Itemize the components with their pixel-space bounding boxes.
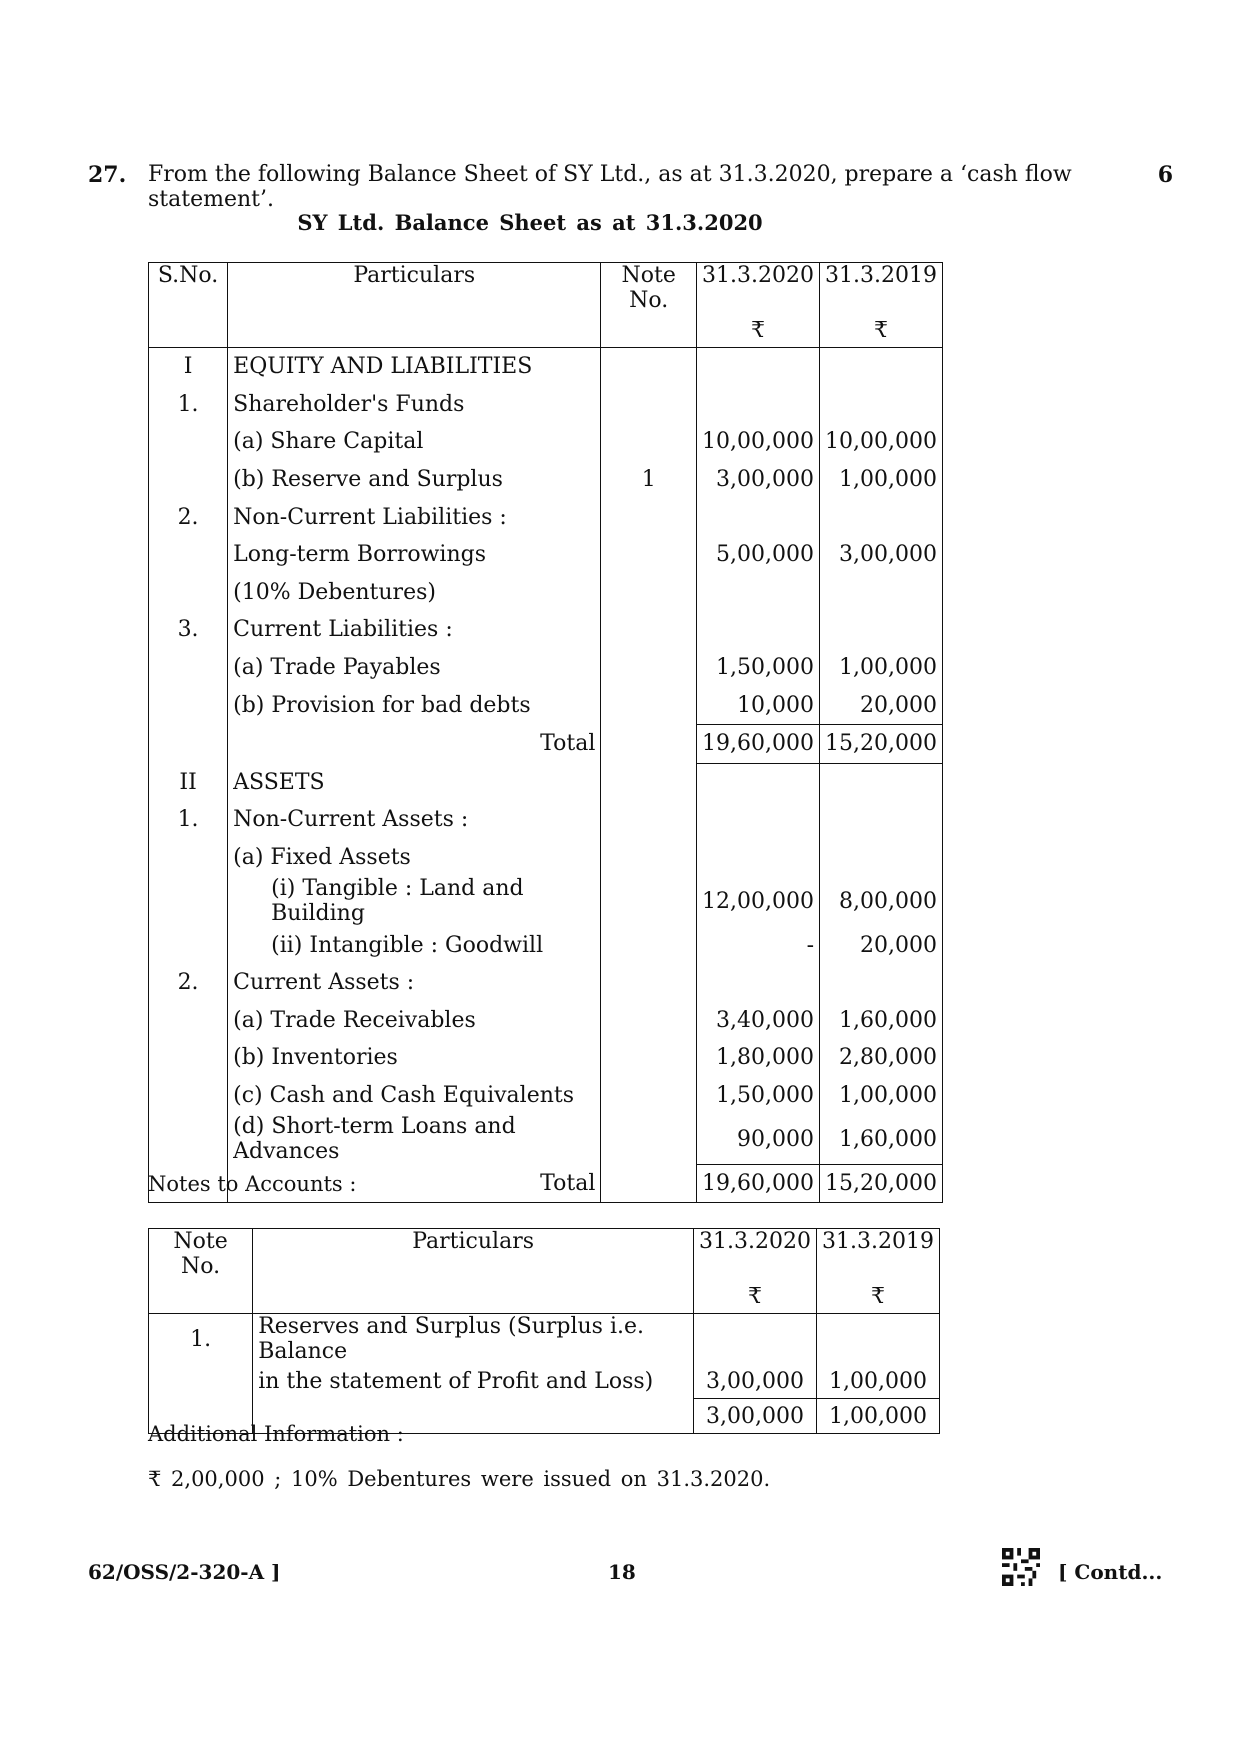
header-sno: S.No. <box>149 263 228 314</box>
sno-cell <box>149 1002 228 1040</box>
balance-sheet-row <box>149 763 943 801</box>
value-2019-cell <box>820 574 943 612</box>
value-2019-cell <box>820 964 943 1002</box>
particulars-cell: Total <box>228 1164 601 1203</box>
sno-cell <box>149 461 228 499</box>
value-2020-cell <box>697 611 820 649</box>
sno-cell <box>149 839 228 877</box>
sno-cell <box>149 1114 228 1164</box>
note-cell <box>601 649 697 687</box>
balance-sheet-row <box>149 348 943 386</box>
note-cell <box>601 1114 697 1164</box>
sno-cell <box>149 1077 228 1115</box>
particulars-cell: (a) Fixed Assets <box>228 839 601 877</box>
note-cell <box>601 801 697 839</box>
note-cell: 1 <box>601 461 697 499</box>
balance-sheet-row <box>149 611 943 649</box>
note-cell <box>601 536 697 574</box>
value-2019-cell: 10,00,000 <box>820 423 943 461</box>
balance-sheet-row <box>149 964 943 1002</box>
sno-cell <box>149 536 228 574</box>
particulars-cell: Total <box>228 724 601 763</box>
balance-sheet-row <box>149 1077 943 1115</box>
currency-symbol: ₹ <box>820 313 943 348</box>
value-2019-cell: 1,60,000 <box>820 1114 943 1164</box>
particulars-cell: Long-term Borrowings <box>228 536 601 574</box>
value-2020-cell: 10,000 <box>697 686 820 724</box>
notes-header-2019: 31.3.2019 <box>817 1229 940 1280</box>
value-2019-cell: 20,000 <box>820 686 943 724</box>
balance-sheet-row <box>149 686 943 724</box>
value-2020-cell <box>697 839 820 877</box>
sno-cell <box>149 1039 228 1077</box>
sno-cell <box>149 926 228 964</box>
question-text: From the following Balance Sheet of SY Ltd., as at 31.3.2020, prepare a ‘cash flow statement’. <box>148 162 1072 212</box>
value-2019-cell: 1,00,000 <box>820 1077 943 1115</box>
value-2020-cell: 5,00,000 <box>697 536 820 574</box>
balance-sheet-row <box>149 839 943 877</box>
notes-total-2019: 1,00,000 <box>817 1399 940 1434</box>
particulars-cell: (b) Inventories <box>228 1039 601 1077</box>
sno-cell <box>149 649 228 687</box>
value-2020-cell: 19,60,000 <box>697 1164 820 1203</box>
header-particulars: Particulars <box>228 263 601 314</box>
value-2019-cell: 8,00,000 <box>820 876 943 926</box>
value-2019-cell <box>820 611 943 649</box>
value-2019-cell: 1,00,000 <box>820 461 943 499</box>
sno-cell <box>149 574 228 612</box>
sno-cell: II <box>149 763 228 801</box>
value-2019-cell <box>820 348 943 386</box>
value-2020-cell: 3,40,000 <box>697 1002 820 1040</box>
balance-sheet-row <box>149 1039 943 1077</box>
balance-sheet-row <box>149 423 943 461</box>
note-cell <box>601 763 697 801</box>
sno-cell: 2. <box>149 964 228 1002</box>
sno-cell <box>149 724 228 763</box>
value-2020-cell: 1,50,000 <box>697 649 820 687</box>
value-2019-cell: 1,00,000 <box>820 649 943 687</box>
particulars-cell: (10% Debentures) <box>228 574 601 612</box>
notes-value-2019: 1,00,000 <box>817 1364 940 1399</box>
particulars-cell: EQUITY AND LIABILITIES <box>228 348 601 386</box>
notes-table <box>148 1228 940 1434</box>
particulars-cell: (a) Trade Receivables <box>228 1002 601 1040</box>
particulars-cell: (b) Reserve and Surplus <box>228 461 601 499</box>
balance-sheet-table <box>148 262 943 1203</box>
value-2020-cell <box>697 498 820 536</box>
value-2019-cell <box>820 801 943 839</box>
note-cell <box>601 926 697 964</box>
value-2019-cell: 15,20,000 <box>820 724 943 763</box>
particulars-cell: (c) Cash and Cash Equivalents <box>228 1077 601 1115</box>
currency-symbol: ₹ <box>697 313 820 348</box>
note-cell <box>601 839 697 877</box>
note-cell <box>601 348 697 386</box>
value-2019-cell <box>820 763 943 801</box>
value-2019-cell: 1,60,000 <box>820 1002 943 1040</box>
question-marks: 6 <box>1157 162 1173 188</box>
note-cell <box>601 574 697 612</box>
paper-code: 62/OSS/2-320-A ] <box>88 1560 281 1584</box>
notes-row-line2: in the statement of Profit and Loss) <box>253 1364 694 1399</box>
notes-header-note: Note No. <box>149 1229 253 1280</box>
value-2019-cell <box>820 386 943 424</box>
particulars-cell: Shareholder's Funds <box>228 386 601 424</box>
particulars-cell: (d) Short-term Loans and Advances <box>228 1114 601 1164</box>
particulars-cell: (a) Trade Payables <box>228 649 601 687</box>
value-2020-cell: 1,80,000 <box>697 1039 820 1077</box>
value-2019-cell: 15,20,000 <box>820 1164 943 1203</box>
sno-cell: 3. <box>149 611 228 649</box>
balance-sheet-row <box>149 498 943 536</box>
note-cell <box>601 964 697 1002</box>
value-2020-cell <box>697 964 820 1002</box>
balance-sheet-row <box>149 649 943 687</box>
qr-code-icon <box>1002 1548 1040 1586</box>
sno-cell <box>149 423 228 461</box>
note-cell <box>601 1002 697 1040</box>
note-cell <box>601 1039 697 1077</box>
sno-cell: 1. <box>149 386 228 424</box>
balance-sheet-row <box>149 1002 943 1040</box>
value-2020-cell <box>697 801 820 839</box>
value-2020-cell: 3,00,000 <box>697 461 820 499</box>
value-2020-cell <box>697 348 820 386</box>
note-cell <box>601 498 697 536</box>
value-2019-cell <box>820 839 943 877</box>
balance-sheet-row <box>149 386 943 424</box>
sno-cell <box>149 686 228 724</box>
notes-header-2020: 31.3.2020 <box>694 1229 817 1280</box>
sno-cell: 2. <box>149 498 228 536</box>
sno-cell: I <box>149 348 228 386</box>
particulars-cell: (ii) Intangible : Goodwill <box>228 926 601 964</box>
balance-sheet-row <box>149 926 943 964</box>
value-2020-cell <box>697 574 820 612</box>
balance-sheet-row <box>149 876 943 926</box>
value-2020-cell <box>697 763 820 801</box>
note-cell <box>601 386 697 424</box>
particulars-cell: ASSETS <box>228 763 601 801</box>
value-2020-cell: - <box>697 926 820 964</box>
sno-cell: 1. <box>149 801 228 839</box>
balance-sheet-row <box>149 801 943 839</box>
header-note: Note No. <box>601 263 697 314</box>
note-cell <box>601 1077 697 1115</box>
page-number: 18 <box>608 1560 636 1584</box>
balance-sheet-row <box>149 574 943 612</box>
value-2019-cell: 20,000 <box>820 926 943 964</box>
value-2020-cell: 12,00,000 <box>697 876 820 926</box>
header-2020: 31.3.2020 <box>697 263 820 314</box>
particulars-cell: (i) Tangible : Land and Building <box>228 876 601 926</box>
question-number: 27. <box>88 162 127 188</box>
value-2020-cell: 90,000 <box>697 1114 820 1164</box>
particulars-cell: (b) Provision for bad debts <box>228 686 601 724</box>
value-2019-cell <box>820 498 943 536</box>
notes-header-particulars: Particulars <box>253 1229 694 1280</box>
additional-info-heading: Additional Information : <box>148 1422 404 1446</box>
note-cell <box>601 876 697 926</box>
notes-row-note: 1. <box>149 1314 253 1365</box>
currency-symbol: ₹ <box>817 1279 940 1314</box>
note-cell <box>601 724 697 763</box>
header-2019: 31.3.2019 <box>820 263 943 314</box>
particulars-cell: Non-Current Liabilities : <box>228 498 601 536</box>
balance-sheet-title: SY Ltd. Balance Sheet as at 31.3.2020 <box>297 210 763 235</box>
notes-total-2020: 3,00,000 <box>694 1399 817 1434</box>
notes-row-line1: Reserves and Surplus (Surplus i.e. Balance <box>253 1314 694 1365</box>
notes-value-2020: 3,00,000 <box>694 1364 817 1399</box>
value-2020-cell: 10,00,000 <box>697 423 820 461</box>
value-2020-cell: 1,50,000 <box>697 1077 820 1115</box>
note-cell <box>601 611 697 649</box>
particulars-cell: Current Liabilities : <box>228 611 601 649</box>
balance-sheet-row <box>149 461 943 499</box>
note-cell <box>601 1164 697 1203</box>
particulars-cell: (a) Share Capital <box>228 423 601 461</box>
continued-label: [ Contd... <box>1058 1560 1163 1584</box>
balance-sheet-row <box>149 1114 943 1164</box>
currency-symbol: ₹ <box>694 1279 817 1314</box>
notes-heading: Notes to Accounts : <box>148 1172 357 1196</box>
additional-info-text: ₹ 2,00,000 ; 10% Debentures were issued on 31.3.2020. <box>148 1467 771 1491</box>
value-2019-cell: 2,80,000 <box>820 1039 943 1077</box>
value-2020-cell <box>697 386 820 424</box>
sno-cell <box>149 876 228 926</box>
note-cell <box>601 686 697 724</box>
value-2020-cell: 19,60,000 <box>697 724 820 763</box>
balance-sheet-row <box>149 724 943 763</box>
value-2019-cell: 3,00,000 <box>820 536 943 574</box>
balance-sheet-row <box>149 536 943 574</box>
particulars-cell: Current Assets : <box>228 964 601 1002</box>
particulars-cell: Non-Current Assets : <box>228 801 601 839</box>
note-cell <box>601 423 697 461</box>
